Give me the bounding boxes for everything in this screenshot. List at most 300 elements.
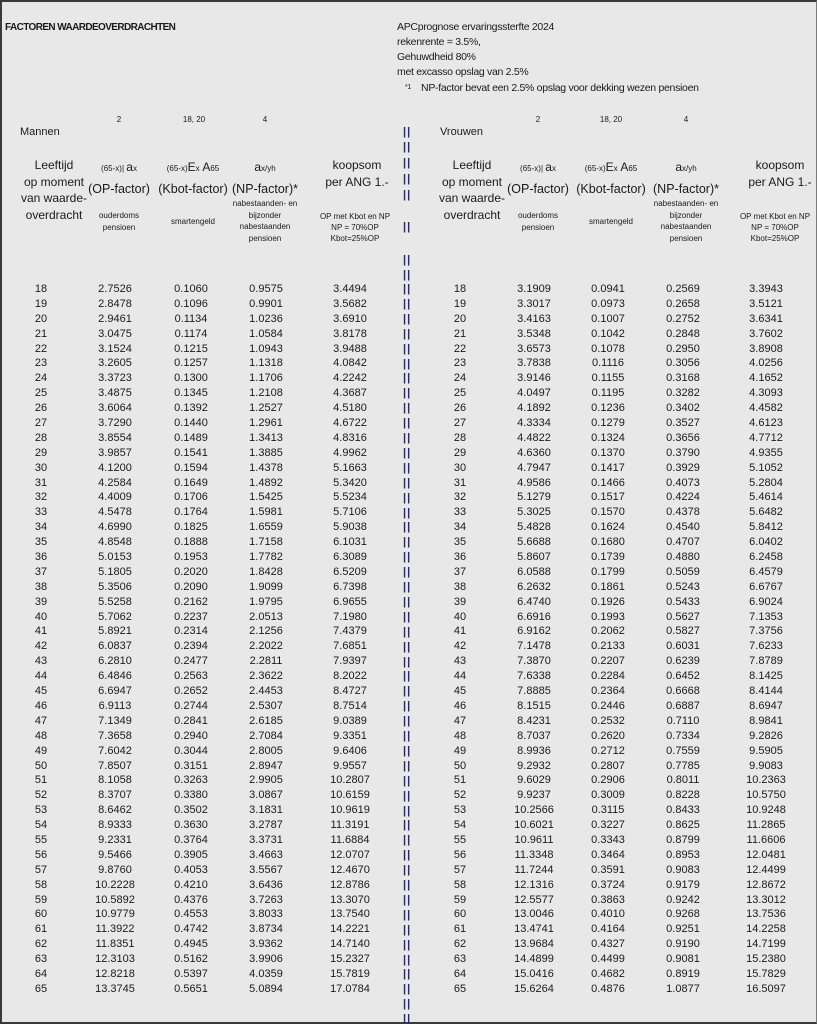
formula-main: a — [254, 160, 261, 174]
table-row — [2, 700, 402, 715]
koopsom-cell: 14.2258 — [746, 923, 786, 936]
op-factor-cell: 13.0046 — [514, 908, 554, 921]
age-cell: 18 — [453, 283, 467, 295]
age-cell: 27 — [34, 417, 48, 430]
np-factor-cell: 2.5307 — [249, 699, 283, 712]
table-row — [2, 894, 402, 909]
table-row — [2, 730, 402, 745]
table-row — [2, 789, 402, 804]
np-factor-cell: 0.4880 — [666, 551, 700, 564]
kbot-factor-cell: 0.1680 — [591, 536, 625, 549]
ref-np: 4 — [683, 115, 689, 124]
np-factor-cell: 0.9901 — [249, 297, 283, 310]
age-cell: 48 — [453, 729, 467, 742]
np-factor-cell: 0.5243 — [666, 580, 700, 593]
table-row — [427, 313, 817, 328]
kbot-factor-cell: 0.1953 — [174, 551, 208, 564]
formula-main: A — [617, 160, 629, 174]
kbot-factor-cell: 0.2364 — [591, 685, 625, 698]
koopsom-cell: 7.1980 — [333, 610, 367, 623]
table-row — [2, 462, 402, 477]
kbot-factor-cell: 0.1764 — [174, 506, 208, 519]
koopsom-cell: 10.6159 — [330, 789, 370, 802]
table-row — [2, 655, 402, 670]
op-factor-cell: 10.5892 — [95, 893, 135, 906]
age-header-line: overdracht — [25, 207, 83, 222]
np-factor-cell: 1.4892 — [249, 476, 283, 489]
op-factor-cell: 5.1279 — [517, 491, 551, 504]
separator-mark: || — [403, 998, 412, 1011]
op-factor-cell: 3.5348 — [517, 327, 551, 340]
np-factor-label: (NP-factor)* — [653, 182, 719, 196]
table-row — [2, 283, 402, 298]
formula-main: E — [605, 160, 614, 174]
op-factor-cell: 6.2632 — [517, 580, 551, 593]
kbot-factor-cell: 0.3380 — [174, 789, 208, 802]
koopsom-cell: 4.5180 — [333, 402, 367, 415]
koopsom-cell: 6.2458 — [749, 551, 783, 564]
koopsom-cell: 5.8412 — [749, 521, 783, 534]
np-factor-cell: 0.3402 — [666, 402, 700, 415]
age-cell: 46 — [34, 699, 48, 712]
age-cell: 28 — [453, 431, 467, 444]
koopsom-header-line: per ANG 1.- — [748, 174, 812, 189]
np-factor-cell: 0.9575 — [249, 283, 283, 295]
table-row — [427, 774, 817, 789]
kbot-factor-cell: 0.2532 — [591, 714, 625, 727]
age-cell: 60 — [34, 908, 48, 921]
np-factor-cell: 0.5433 — [666, 595, 700, 608]
table-row — [2, 521, 402, 536]
np-factor-cell: 2.7084 — [249, 729, 283, 742]
op-factor-cell: 9.9237 — [517, 789, 551, 802]
np-factor-cell: 3.8033 — [249, 908, 283, 921]
kbot-factor-cell: 0.1257 — [174, 357, 208, 370]
op-factor-cell: 4.7947 — [517, 461, 551, 474]
separator-mark: || — [403, 908, 412, 921]
separator-mark: || — [403, 849, 412, 862]
koopsom-cell: 5.1052 — [749, 461, 783, 474]
np-factor-cell: 2.2811 — [249, 655, 283, 668]
age-cell: 30 — [34, 461, 48, 474]
np-factor-cell: 5.0894 — [249, 982, 283, 995]
table-row — [2, 685, 402, 700]
separator-mark: || — [403, 670, 412, 683]
np-factor-cell: 0.7559 — [666, 744, 700, 757]
age-cell: 35 — [453, 536, 467, 549]
np-factor-cell: 0.9268 — [666, 908, 700, 921]
np-factor-cell: 0.3790 — [666, 446, 700, 459]
age-cell: 55 — [34, 833, 48, 846]
np-factor-cell: 0.2848 — [666, 327, 700, 340]
kbot-factor-label: (Kbot-factor) — [576, 182, 646, 196]
koopsom-header — [725, 157, 817, 190]
np-factor-cell: 0.8953 — [666, 848, 700, 861]
table-row — [2, 298, 402, 313]
np-factor-label: (NP-factor)* — [232, 182, 298, 196]
np-factor-cell: 3.8734 — [249, 923, 283, 936]
np-factor-cell: 1.6559 — [249, 521, 283, 534]
koopsom-cell: 12.0481 — [746, 848, 786, 861]
age-cell: 52 — [453, 789, 467, 802]
women-table — [427, 2, 817, 1024]
kbot-factor-cell: 0.3502 — [174, 804, 208, 817]
op-factor-cell: 7.6042 — [98, 744, 132, 757]
op-factor-cell: 7.1478 — [517, 640, 551, 653]
separator-mark: || — [403, 640, 412, 653]
op-factor-cell: 7.6338 — [517, 670, 551, 683]
gender-label-women: Vrouwen — [440, 126, 484, 138]
kbot-factor-cell: 0.3464 — [591, 848, 625, 861]
np-factor-cell: 1.2108 — [249, 387, 283, 400]
kbot-factor-label: (Kbot-factor) — [158, 182, 228, 196]
koopsom-desc — [720, 211, 817, 244]
op-factor-cell: 3.7290 — [98, 417, 132, 430]
koopsom-cell: 7.6233 — [749, 640, 783, 653]
op-factor-cell: 6.2810 — [98, 655, 132, 668]
separator-mark: || — [403, 953, 412, 966]
np-factor-cell: 1.5425 — [249, 491, 283, 504]
op-factor-cell: 6.0588 — [517, 565, 551, 578]
koopsom-desc-line: NP = 70%OP — [331, 223, 379, 232]
separator-mark: || — [403, 834, 412, 847]
table-row — [2, 640, 402, 655]
age-cell: 28 — [34, 431, 48, 444]
op-factor-cell: 8.7037 — [517, 729, 551, 742]
kbot-factor-cell: 0.1195 — [591, 387, 625, 400]
op-factor-cell: 13.3745 — [95, 982, 135, 995]
kbot-factor-cell: 0.1236 — [591, 402, 625, 415]
formula-main: a — [126, 160, 133, 174]
kbot-factor-cell: 0.4010 — [591, 908, 625, 921]
np-factor-cell: 0.5827 — [666, 625, 700, 638]
koopsom-desc-line: Kbot=25%OP — [750, 234, 800, 243]
separator-mark: || — [403, 327, 412, 340]
np-factor-cell: 2.0513 — [249, 610, 283, 623]
op-factor-cell: 6.4740 — [517, 595, 551, 608]
kbot-factor-cell: 0.2652 — [174, 685, 208, 698]
table-row — [427, 968, 817, 983]
koopsom-desc-line: NP = 70%OP — [751, 223, 799, 232]
separator-mark: || — [403, 730, 412, 742]
op-factor-cell: 9.5466 — [98, 848, 132, 861]
age-cell: 61 — [34, 923, 48, 936]
table-row — [427, 551, 817, 566]
kbot-factor-cell: 0.2906 — [591, 774, 625, 787]
table-row — [427, 298, 817, 313]
age-cell: 45 — [453, 685, 467, 698]
separator-mark: || — [403, 879, 412, 891]
table-row — [2, 774, 402, 789]
np-factor-cell: 0.5059 — [666, 565, 700, 578]
op-factor-cell: 5.5258 — [98, 595, 132, 608]
op-factor-cell: 8.9936 — [517, 744, 551, 757]
kbot-factor-cell: 0.2620 — [591, 729, 625, 742]
age-cell: 29 — [34, 446, 48, 459]
age-cell: 51 — [453, 774, 467, 787]
age-header-line: op moment — [441, 174, 503, 189]
kbot-factor-cell: 0.1078 — [591, 342, 625, 355]
koopsom-cell: 7.1353 — [749, 610, 783, 623]
age-cell: 27 — [453, 417, 467, 430]
op-factor-cell: 9.6029 — [517, 774, 551, 787]
kbot-factor-cell: 0.1007 — [591, 312, 625, 325]
age-cell: 56 — [34, 848, 48, 861]
age-cell: 40 — [453, 610, 467, 623]
np-factor-cell: 1.9795 — [249, 595, 283, 608]
op-factor-cell: 10.6021 — [514, 819, 554, 832]
table-row — [2, 551, 402, 566]
np-factor-cell: 0.9081 — [666, 953, 700, 966]
age-cell: 64 — [453, 967, 467, 980]
op-factor-cell: 11.3922 — [95, 923, 135, 936]
np-factor-cell: 3.0867 — [249, 789, 283, 802]
age-cell: 44 — [453, 670, 467, 683]
age-cell: 59 — [34, 893, 48, 906]
formula-sub: x — [195, 164, 200, 173]
separator-mark: || — [403, 254, 412, 266]
koopsom-cell: 14.2221 — [330, 923, 370, 936]
np-factor-cell: 1.0584 — [249, 327, 283, 340]
op-desc-line: pensioen — [102, 223, 136, 232]
kbot-factor-cell: 0.2237 — [174, 610, 208, 623]
np-factor-cell: 1.4378 — [249, 461, 283, 474]
separator-mark: || — [403, 173, 412, 185]
koopsom-cell: 8.6947 — [749, 699, 783, 712]
separator-mark: || — [403, 1013, 412, 1024]
op-factor-cell: 9.2932 — [517, 759, 551, 772]
assumption-mortality: APCprognose ervaringssterfte 2024 — [397, 21, 555, 33]
np-factor-cell: 0.9242 — [666, 893, 700, 906]
np-factor-cell: 3.9362 — [249, 938, 283, 951]
koopsom-cell: 8.4144 — [749, 685, 783, 698]
separator-mark: || — [403, 864, 412, 877]
koopsom-cell: 3.9488 — [333, 342, 367, 355]
np-factor-cell: 0.2569 — [666, 283, 700, 295]
separator-mark: || — [403, 938, 412, 951]
separator-mark: || — [403, 595, 412, 608]
age-header-line: Leeftijd — [452, 158, 492, 172]
koopsom-cell: 4.4582 — [749, 402, 783, 415]
np-factor-cell: 0.7785 — [666, 759, 700, 772]
op-factor-cell: 4.6990 — [98, 521, 132, 534]
separator-mark: || — [403, 297, 412, 310]
koopsom-cell: 6.0402 — [749, 536, 783, 549]
age-cell: 38 — [34, 580, 48, 593]
op-desc-line: ouderdoms — [517, 211, 559, 220]
np-factor-cell: 0.8625 — [666, 819, 700, 832]
kbot-factor-cell: 0.1440 — [174, 417, 208, 430]
koopsom-cell: 4.9962 — [333, 446, 367, 459]
op-factor-cell: 3.2605 — [98, 357, 132, 370]
kbot-desc-line: smartengeld — [588, 217, 634, 226]
age-cell: 42 — [34, 640, 48, 653]
separator-mark: || — [403, 357, 412, 370]
formula-main: E — [187, 160, 196, 174]
np-factor-cell: 2.8947 — [249, 759, 283, 772]
op-factor-cell: 12.3103 — [95, 953, 135, 966]
kbot-factor-cell: 0.2284 — [591, 670, 625, 683]
table-row — [2, 804, 402, 819]
table-row — [427, 685, 817, 700]
op-factor-cell: 10.2228 — [95, 878, 135, 891]
age-cell: 52 — [34, 789, 48, 802]
np-desc-line: bijzonder — [669, 210, 703, 220]
np-factor-cell: 1.0877 — [666, 982, 700, 995]
age-cell: 33 — [34, 506, 48, 519]
assumption-marriage: Gehuwdheid 80% — [397, 51, 476, 63]
age-cell: 24 — [453, 372, 467, 385]
kbot-factor-cell: 0.1279 — [591, 417, 625, 430]
age-cell: 29 — [453, 446, 467, 459]
op-factor-cell: 3.9857 — [98, 446, 132, 459]
separator-mark: || — [403, 491, 412, 504]
koopsom-cell: 13.7536 — [746, 908, 786, 921]
koopsom-cell: 5.3420 — [333, 476, 367, 489]
op-factor-cell: 4.1200 — [98, 461, 132, 474]
kbot-factor-cell: 0.3591 — [591, 863, 625, 876]
kbot-factor-cell: 0.1570 — [591, 506, 625, 519]
np-factor-cell: 0.4540 — [666, 521, 700, 534]
np-desc-line: bijzonder — [248, 210, 282, 220]
age-cell: 39 — [453, 595, 467, 608]
kbot-factor-cell: 0.4053 — [174, 863, 208, 876]
np-factor-cell: 0.4707 — [666, 536, 700, 549]
koopsom-cell: 15.2380 — [746, 953, 786, 966]
np-factor-cell: 0.6031 — [666, 640, 700, 653]
table-row — [427, 402, 817, 417]
table-row — [427, 879, 817, 894]
table-row — [427, 953, 817, 968]
koopsom-cell: 12.4499 — [746, 863, 786, 876]
koopsom-cell: 3.4494 — [333, 283, 367, 295]
table-row — [427, 566, 817, 581]
kbot-factor-cell: 0.2062 — [591, 625, 625, 638]
separator-mark: || — [403, 983, 412, 996]
footnote-text: NP-factor bevat een 2.5% opslag voor dekking wezen pensioen — [421, 82, 699, 94]
koopsom-cell: 7.3756 — [749, 625, 783, 638]
op-factor-cell: 3.8554 — [98, 431, 132, 444]
age-cell: 31 — [453, 476, 467, 489]
kbot-factor-cell: 0.2133 — [591, 640, 625, 653]
koopsom-cell: 15.2327 — [330, 953, 370, 966]
koopsom-cell: 6.6767 — [749, 580, 783, 593]
gender-label-men: Mannen — [20, 126, 60, 138]
formula-sub: 65 — [210, 164, 220, 173]
age-header-line: van waarde- — [20, 191, 88, 205]
op-factor-cell: 4.3334 — [517, 417, 551, 430]
np-factor-cell: 1.1318 — [249, 357, 283, 370]
np-factor-cell: 2.1256 — [249, 625, 283, 638]
koopsom-cell: 8.7514 — [333, 699, 367, 712]
np-factor-cell: 0.3527 — [666, 417, 700, 430]
np-factor-cell: 3.4663 — [249, 848, 283, 861]
kbot-factor-cell: 0.3151 — [174, 759, 208, 772]
kbot-factor-cell: 0.3227 — [591, 819, 625, 832]
age-cell: 63 — [34, 953, 48, 966]
age-cell: 20 — [34, 312, 48, 325]
koopsom-cell: 13.7540 — [330, 908, 370, 921]
kbot-factor-cell: 0.0941 — [591, 283, 625, 295]
separator-mark: || — [403, 372, 412, 385]
koopsom-cell: 3.6341 — [749, 312, 783, 325]
kbot-factor-cell: 0.1155 — [591, 372, 625, 385]
kbot-factor-cell: 0.1993 — [591, 610, 625, 623]
koopsom-cell: 9.5905 — [749, 744, 783, 757]
np-factor-cell: 2.9905 — [249, 774, 283, 787]
age-cell: 65 — [34, 982, 48, 995]
age-cell: 36 — [453, 551, 467, 564]
op-factor-cell: 3.7838 — [517, 357, 551, 370]
np-factor-cell: 0.8919 — [666, 967, 700, 980]
formula-prefix: (65-x)| — [520, 164, 544, 173]
op-factor-cell: 4.5478 — [98, 506, 132, 519]
table-row — [427, 894, 817, 909]
op-factor-cell: 13.4741 — [514, 923, 554, 936]
kbot-factor-cell: 0.2744 — [174, 699, 208, 712]
op-factor-cell: 5.1805 — [98, 565, 132, 578]
separator-mark: || — [403, 581, 412, 593]
op-factor-cell: 6.0837 — [98, 640, 132, 653]
np-factor-cell: 1.2961 — [249, 417, 283, 430]
age-cell: 41 — [453, 625, 467, 638]
kbot-factor-cell: 0.3343 — [591, 833, 625, 846]
op-factor-cell: 3.6573 — [517, 342, 551, 355]
koopsom-cell: 6.9024 — [749, 595, 783, 608]
op-factor-cell: 15.0416 — [514, 967, 554, 980]
age-cell: 47 — [34, 714, 48, 727]
kbot-factor-cell: 0.2394 — [174, 640, 208, 653]
op-factor-cell: 2.9461 — [98, 312, 132, 325]
op-factor-cell: 7.3658 — [98, 729, 132, 742]
np-factor-cell: 0.2658 — [666, 297, 700, 310]
op-factor-cell: 4.9586 — [517, 476, 551, 489]
age-cell: 64 — [34, 967, 48, 980]
np-factor-cell: 0.2752 — [666, 312, 700, 325]
age-cell: 43 — [453, 655, 467, 668]
np-factor-cell: 0.8228 — [666, 789, 700, 802]
table-row — [2, 372, 402, 387]
age-cell: 32 — [34, 491, 48, 504]
table-row — [427, 864, 817, 879]
kbot-factor-cell: 0.1799 — [591, 565, 625, 578]
separator-mark: || — [403, 804, 412, 817]
koopsom-cell: 3.3943 — [749, 283, 783, 295]
formula-main: a — [675, 160, 682, 174]
table-row — [427, 536, 817, 551]
separator-mark: || — [403, 759, 412, 772]
np-factor-cell: 0.6239 — [666, 655, 700, 668]
op-factor-cell: 7.3870 — [517, 655, 551, 668]
koopsom-cell: 11.6884 — [330, 833, 370, 846]
age-cell: 41 — [34, 625, 48, 638]
koopsom-header — [302, 157, 412, 190]
kbot-factor-cell: 0.3863 — [591, 893, 625, 906]
separator-mark: || — [403, 157, 412, 169]
koopsom-cell: 10.2363 — [746, 774, 786, 787]
koopsom-desc-line: Kbot=25%OP — [330, 234, 380, 243]
kbot-factor-cell: 0.2162 — [174, 595, 208, 608]
kbot-factor-cell: 0.1345 — [174, 387, 208, 400]
koopsom-cell: 3.5121 — [749, 297, 783, 310]
np-factor-cell: 3.1831 — [249, 804, 283, 817]
op-factor-cell: 8.1515 — [517, 699, 551, 712]
np-factor-cell: 0.7334 — [666, 729, 700, 742]
koopsom-desc-line: OP met Kbot en NP — [739, 212, 811, 221]
age-cell: 63 — [453, 953, 467, 966]
kbot-factor-cell: 0.3009 — [591, 789, 625, 802]
op-desc-line: pensioen — [521, 223, 555, 232]
